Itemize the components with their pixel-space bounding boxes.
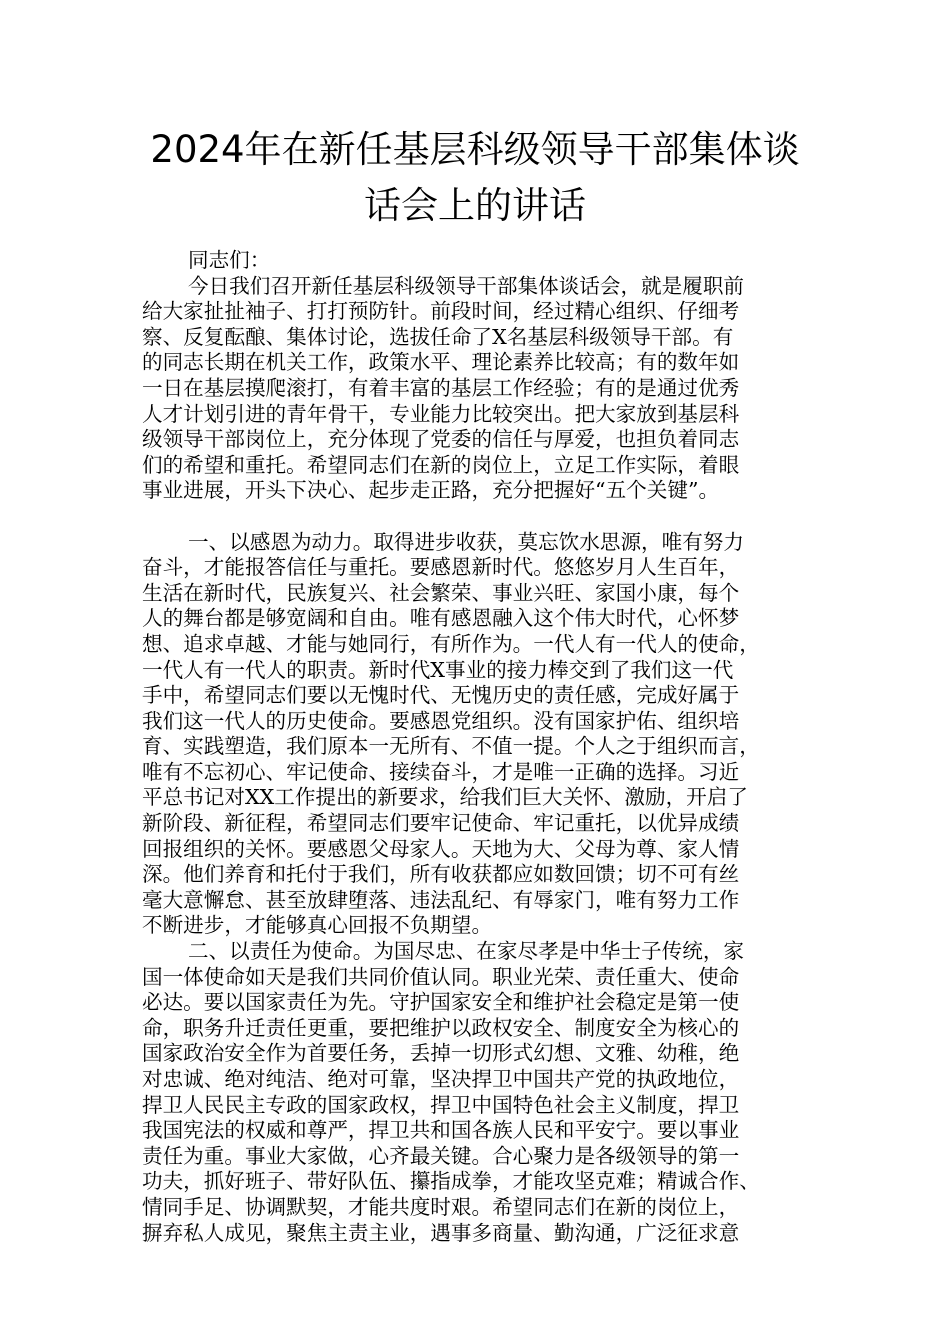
text-line: 责任为重。事业大家做，心齐最关键。合心聚力是各级领导的第一 [142,1143,740,1168]
text-line: 今日我们召开新任基层科级领导干部集体谈话会，就是履职前 [188,273,745,298]
text-line: 唯有不忘初心、牢记使命、接续奋斗，才是唯一正确的选择。习近 [142,759,740,784]
text-line: 对忠诚、绝对纯洁、绝对可靠，坚决捍卫中国共产党的执政地位， [142,1067,740,1091]
text-line: 奋斗，才能报答信任与重托。要感恩新时代。悠悠岁月人生百年， [142,555,740,580]
text-line: 我国宪法的权威和尊严，捍卫共和国各族人民和平安宁。要以事业 [142,1118,740,1143]
text-line: 想、追求卓越、才能与她同行，有所作为。一代人有一代人的使命， [142,631,760,656]
text-line: 新阶段、新征程，希望同志们要牢记使命、牢记重托，以优异成绩 [142,811,740,836]
paragraph-gratitude [142,530,814,940]
salutation: 同志们： [188,248,271,272]
title-line: 2024年在新任基层科级领导干部集体谈 [150,128,800,171]
document-body [142,248,814,1246]
text-line: 命，职务升迁责任更重，要把维护以政权安全、制度安全为核心的 [142,1015,740,1040]
text-line: 一、以感恩为动力。取得进步收获，莫忘饮水思源，唯有努力 [188,529,745,554]
paragraph-responsibility [142,939,814,1246]
text-line: 国一体使命如天是我们共同价值认同。职业光荣、责任重大、使命 [142,964,740,989]
text-line: 们的希望和重托。希望同志们在新的岗位上，立足工作实际，着眼 [142,452,740,477]
text-line: 深。他们养育和托付于我们，所有收获都应如数回馈；切不可有丝 [142,862,740,887]
text-line: 给大家扯扯袖子、打打预防针。前段时间，经过精心组织、仔细考 [142,299,740,324]
text-line: 生活在新时代，民族复兴、社会繁荣、事业兴旺、家国小康，每个 [142,580,740,605]
text-line: 手中，希望同志们要以无愧时代、无愧历史的责任感，完成好属于 [142,683,740,708]
text-line: 二、以责任为使命。为国尽忠、在家尽孝是中华士子传统，家 [188,939,745,964]
text-line: 捍卫人民民主专政的国家政权，捍卫中国特色社会主义制度，捍卫 [142,1092,740,1117]
text-line: 我们这一代人的历史使命。要感恩党组织。没有国家护佑、组织培 [142,708,740,733]
text-line: 级领导干部岗位上，充分体现了党委的信任与厚爱，也担负着同志 [142,427,740,452]
text-line: 的同志长期在机关工作，政策水平、理论素养比较高；有的数年如 [142,350,740,375]
text-line: 摒弃私人成见，聚焦主责主业，遇事多商量、勤沟通，广泛征求意 [142,1220,740,1245]
text-line: 不断进步，才能够真心回报不负期望。 [142,913,493,938]
document-title [120,122,830,234]
text-line: 一代人有一代人的职责。新时代X事业的接力棒交到了我们这一代 [142,657,734,682]
text-line: 察、反复酝酿、集体讨论，选拔任命了X名基层科级领导干部。有 [142,324,734,349]
text-line: 国家政治安全作为首要任务，丢掉一切形式幻想、文雅、幼稚，绝 [142,1041,740,1066]
text-line: 育、实践塑造，我们原本一无所有、不值一提。个人之于组织而言， [142,734,760,759]
paragraph-spacer [142,504,814,530]
text-line: 人才计划引进的青年骨干，专业能力比较突出。把大家放到基层科 [142,401,740,426]
text-line: 回报组织的关怀。要感恩父母家人。天地为大、父母为尊、家人情 [142,836,740,861]
paragraph-intro [142,274,814,504]
text-line: 人的舞台都是够宽阔和自由。唯有感恩融入这个伟大时代，心怀梦 [142,606,740,631]
text-line: 事业进展，开头下决心、起步走正路，充分把握好“五个关键”。 [142,478,720,503]
text-line: 情同手足、协调默契，才能共度时艰。希望同志们在新的岗位上， [142,1194,740,1219]
text-line: 平总书记对XX工作提出的新要求，给我们巨大关怀、激励，开启了 [142,785,748,810]
text-line: 功夫，抓好班子、带好队伍、攥指成拳，才能攻坚克难；精诚合作、 [142,1169,760,1194]
title-line: 话会上的讲话 [364,184,586,227]
text-line: 一日在基层摸爬滚打，有着丰富的基层工作经验；有的是通过优秀 [142,375,740,400]
text-line: 毫大意懈怠、甚至放肆堕落、违法乱纪、有辱家门，唯有努力工作 [142,887,740,912]
text-line: 必达。要以国家责任为先。守护国家安全和维护社会稳定是第一使 [142,990,740,1015]
